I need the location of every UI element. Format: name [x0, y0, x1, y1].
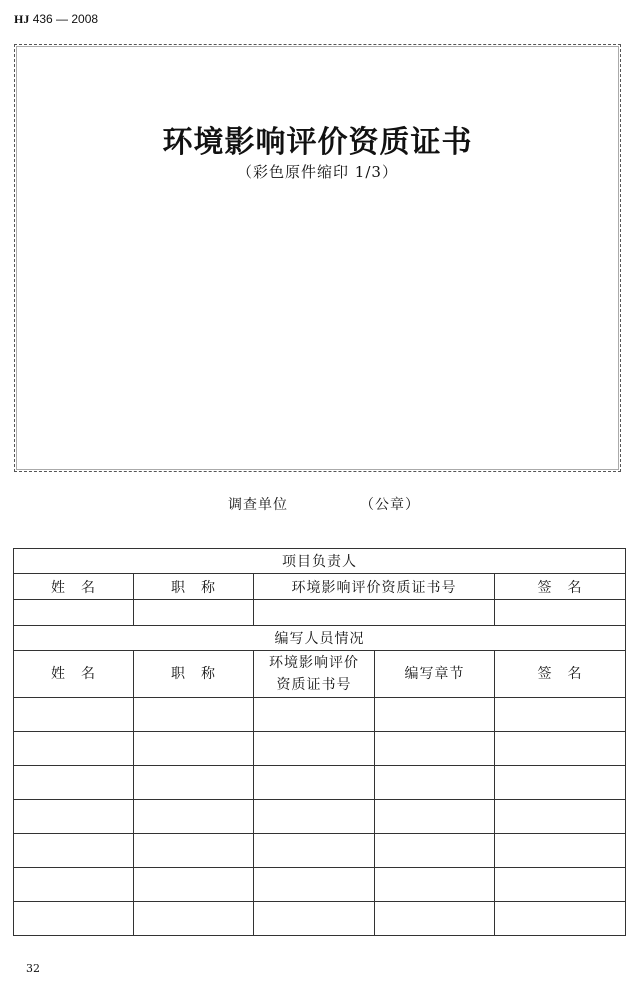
leader-cell-signature[interactable]	[495, 600, 626, 626]
compilers-cell-signature[interactable]	[495, 868, 626, 902]
compilers-row	[14, 732, 626, 766]
compilers-cell-signature[interactable]	[495, 698, 626, 732]
official-seal-label: （公章）	[360, 497, 420, 513]
compilers-cell-certificate-no[interactable]	[254, 868, 375, 902]
compilers-cell-chapters[interactable]	[375, 698, 495, 732]
compilers-cell-signature[interactable]	[495, 834, 626, 868]
compilers-cell-signature[interactable]	[495, 766, 626, 800]
compilers-cell-name[interactable]	[14, 766, 134, 800]
compilers-header-row	[14, 651, 626, 698]
certificate-subtitle: （彩色原件缩印 1/3）	[237, 163, 398, 181]
compilers-row	[14, 800, 626, 834]
leader-cell-title[interactable]	[134, 600, 254, 626]
survey-unit-label: 调查单位	[228, 497, 288, 513]
compilers-row	[14, 868, 626, 902]
compilers-col-name: 姓 名	[14, 651, 134, 698]
compilers-section-title: 编写人员情况	[14, 626, 626, 651]
compilers-cell-name[interactable]	[14, 902, 134, 936]
compilers-cell-signature[interactable]	[495, 732, 626, 766]
seal-line	[228, 494, 420, 514]
compilers-col-certificate-no-line2: 资质证书号	[276, 677, 352, 693]
leader-col-signature: 签 名	[495, 574, 626, 600]
compilers-cell-chapters[interactable]	[375, 732, 495, 766]
compilers-cell-chapters[interactable]	[375, 800, 495, 834]
compilers-section-row	[14, 626, 626, 651]
compilers-cell-certificate-no[interactable]	[254, 902, 375, 936]
compilers-cell-title[interactable]	[134, 732, 254, 766]
compilers-cell-name[interactable]	[14, 834, 134, 868]
staff-table	[13, 548, 626, 936]
compilers-col-chapters: 编写章节	[375, 651, 495, 698]
certificate-title: 环境影响评价资质证书	[162, 125, 473, 160]
leader-col-certificate-no: 环境影响评价资质证书号	[254, 574, 495, 600]
leader-header-row	[14, 574, 626, 600]
compilers-cell-title[interactable]	[134, 868, 254, 902]
leader-col-title: 职 称	[134, 574, 254, 600]
compilers-cell-name[interactable]	[14, 868, 134, 902]
leader-section-row	[14, 549, 626, 574]
standard-code: HJ	[14, 12, 30, 26]
leader-col-name: 姓 名	[14, 574, 134, 600]
compilers-cell-title[interactable]	[134, 698, 254, 732]
compilers-col-signature: 签 名	[495, 651, 626, 698]
leader-section-title: 项目负责人	[14, 549, 626, 574]
compilers-cell-certificate-no[interactable]	[254, 732, 375, 766]
compilers-row	[14, 902, 626, 936]
standard-number: 436 — 2008	[32, 12, 99, 26]
compilers-cell-title[interactable]	[134, 834, 254, 868]
leader-row	[14, 600, 626, 626]
compilers-row	[14, 834, 626, 868]
compilers-cell-title[interactable]	[134, 800, 254, 834]
compilers-cell-chapters[interactable]	[375, 766, 495, 800]
certificate-frame	[14, 44, 621, 472]
compilers-cell-certificate-no[interactable]	[254, 800, 375, 834]
leader-cell-certificate-no[interactable]	[254, 600, 495, 626]
compilers-row	[14, 698, 626, 732]
compilers-cell-chapters[interactable]	[375, 902, 495, 936]
compilers-cell-chapters[interactable]	[375, 868, 495, 902]
leader-cell-name[interactable]	[14, 600, 134, 626]
compilers-cell-certificate-no[interactable]	[254, 698, 375, 732]
compilers-cell-name[interactable]	[14, 732, 134, 766]
compilers-cell-signature[interactable]	[495, 800, 626, 834]
compilers-col-certificate-no-line1: 环境影响评价	[269, 655, 359, 671]
compilers-cell-certificate-no[interactable]	[254, 766, 375, 800]
compilers-cell-chapters[interactable]	[375, 834, 495, 868]
compilers-cell-certificate-no[interactable]	[254, 834, 375, 868]
page-number: 32	[26, 962, 40, 975]
document-header	[14, 12, 98, 27]
compilers-col-title: 职 称	[134, 651, 254, 698]
compilers-cell-name[interactable]	[14, 800, 134, 834]
compilers-cell-title[interactable]	[134, 766, 254, 800]
compilers-cell-name[interactable]	[14, 698, 134, 732]
compilers-col-certificate-no	[254, 651, 375, 698]
compilers-row	[14, 766, 626, 800]
compilers-cell-signature[interactable]	[495, 902, 626, 936]
compilers-cell-title[interactable]	[134, 902, 254, 936]
